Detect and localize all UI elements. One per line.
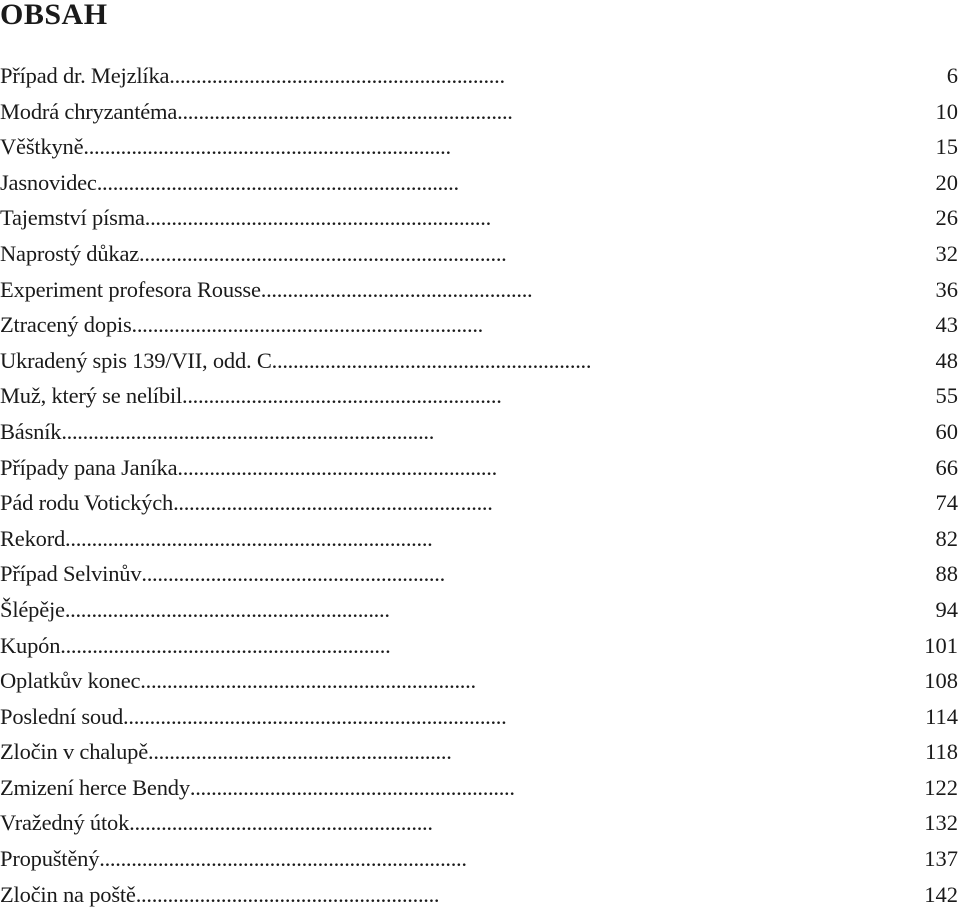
toc-page-number: 10 [935, 98, 958, 124]
toc-entry[interactable] [0, 307, 958, 343]
toc-leader-dots: ............................................................. [189, 774, 515, 800]
toc-leader-dots: ..................................................................... [83, 134, 451, 160]
toc-leader-dots: ..................................................................... [139, 240, 507, 266]
toc-entry[interactable] [0, 734, 958, 770]
toc-leader-dots: ......................................................... [129, 810, 433, 836]
toc-entry-title: Ztracený dopis [0, 312, 132, 338]
toc-page-number: 26 [935, 205, 958, 231]
toc-entry[interactable] [0, 414, 958, 450]
toc-page-number: 15 [935, 134, 958, 160]
toc-page-number: 94 [935, 596, 958, 622]
toc-entry-title: Případ dr. Mejzlíka [0, 63, 170, 88]
toc-entry-title: Tajemství písma [0, 205, 145, 231]
toc-page-number: 20 [935, 169, 958, 195]
toc-page-number: 118 [925, 739, 958, 765]
toc-entry-title: Kupón [0, 632, 61, 658]
toc-page-number: 66 [935, 454, 958, 480]
toc-leader-dots: ..................................................................... [99, 846, 467, 872]
toc-entry[interactable] [0, 378, 958, 414]
toc-entry-title: Věštkyně [0, 134, 84, 160]
toc-page-number: 36 [935, 276, 958, 302]
page-title: OBSAH [0, 0, 108, 31]
toc-entry-title: Jasnovidec [0, 169, 97, 195]
toc-entry-title: Experiment profesora Rousse [0, 276, 261, 302]
toc-page-number: 114 [925, 703, 958, 729]
toc-leader-dots: ................................................................. [144, 205, 491, 231]
toc-entry[interactable] [0, 58, 958, 94]
toc-entry-title: Naprostý důkaz [0, 240, 140, 266]
toc-leader-dots: ......................................................... [135, 881, 440, 907]
toc-entry-title: Zločin v chalupě [0, 739, 148, 765]
toc-entry[interactable] [0, 165, 958, 201]
toc-leader-dots: ............................................................ [271, 347, 592, 373]
toc-leader-dots: .............................................................. [60, 632, 391, 658]
toc-entry[interactable] [0, 343, 958, 379]
toc-entry[interactable] [0, 94, 958, 130]
toc-page-number: 32 [935, 240, 958, 266]
toc-entry[interactable] [0, 521, 958, 557]
toc-page-number: 122 [924, 774, 958, 800]
toc-entry[interactable] [0, 129, 958, 165]
toc-entry-title: Ukradený spis 139/VII, odd. C [0, 347, 272, 373]
toc-entry[interactable] [0, 663, 958, 699]
toc-page-number: 43 [935, 312, 958, 338]
toc-entry[interactable] [0, 200, 958, 236]
toc-page-number: 6 [946, 63, 958, 88]
toc-entry[interactable] [0, 272, 958, 308]
toc-leader-dots: ......................................................... [148, 739, 452, 765]
toc-entry-title: Šlépěje [0, 596, 65, 622]
toc-entry-title: Muž, který se nelíbil [0, 383, 183, 409]
table-of-contents [0, 58, 958, 912]
toc-entry-title: Případy pana Janíka [0, 454, 178, 480]
toc-page-number: 60 [935, 418, 958, 444]
toc-entry[interactable] [0, 236, 958, 272]
toc-entry-title: Případ Selvinův [0, 561, 142, 587]
toc-leader-dots: ............................................................... [140, 668, 476, 694]
toc-leader-dots: ......................................................... [141, 561, 445, 587]
toc-page-number: 88 [935, 561, 958, 587]
toc-leader-dots: ..................................................................... [65, 525, 433, 551]
toc-entry[interactable] [0, 805, 958, 841]
toc-leader-dots: ...................................................................... [61, 418, 435, 444]
toc-entry[interactable] [0, 841, 958, 877]
toc-page-number: 74 [935, 490, 958, 516]
toc-entry[interactable] [0, 699, 958, 735]
toc-entry-title: Zmizení herce Bendy [0, 774, 190, 800]
toc-leader-dots: ............................................................ [173, 490, 493, 516]
toc-entry-title: Poslední soud [0, 703, 124, 729]
toc-entry[interactable] [0, 450, 958, 486]
toc-page-number: 137 [924, 846, 958, 872]
toc-leader-dots: ............................................................... [177, 98, 513, 124]
toc-page-number: 142 [924, 881, 958, 907]
toc-entry[interactable] [0, 485, 958, 521]
toc-entry[interactable] [0, 592, 958, 628]
toc-entry-title: Rekord [0, 525, 66, 551]
toc-entry-title: Propuštěný [0, 846, 100, 872]
toc-leader-dots: ............................................................... [169, 63, 505, 88]
toc-entry-title: Zločin na poště [0, 881, 136, 907]
toc-leader-dots: ............................................................ [177, 454, 497, 480]
toc-leader-dots: ............................................................. [64, 596, 390, 622]
toc-entry-title: Vražedný útok [0, 810, 130, 836]
toc-leader-dots: ................................................... [260, 276, 533, 302]
toc-entry[interactable] [0, 628, 958, 664]
toc-entry[interactable] [0, 770, 958, 806]
toc-page-number: 132 [924, 810, 958, 836]
toc-leader-dots: .................................................................... [96, 169, 459, 195]
toc-page-number: 101 [924, 632, 958, 658]
toc-leader-dots: .................................................................. [131, 312, 483, 338]
toc-leader-dots: ............................................................ [182, 383, 502, 409]
toc-page-number: 108 [924, 668, 958, 694]
toc-entry[interactable] [0, 556, 958, 592]
toc-page-number: 48 [935, 347, 958, 373]
toc-leader-dots: ........................................................................ [123, 703, 507, 729]
toc-entry-title: Pád rodu Votických [0, 490, 174, 516]
toc-entry-title: Oplatkův konec [0, 668, 141, 694]
toc-entry-title: Modrá chryzantéma [0, 98, 178, 124]
toc-entry-title: Básník [0, 418, 62, 444]
toc-entry[interactable] [0, 877, 958, 912]
toc-page-number: 82 [935, 525, 958, 551]
toc-page-number: 55 [935, 383, 958, 409]
